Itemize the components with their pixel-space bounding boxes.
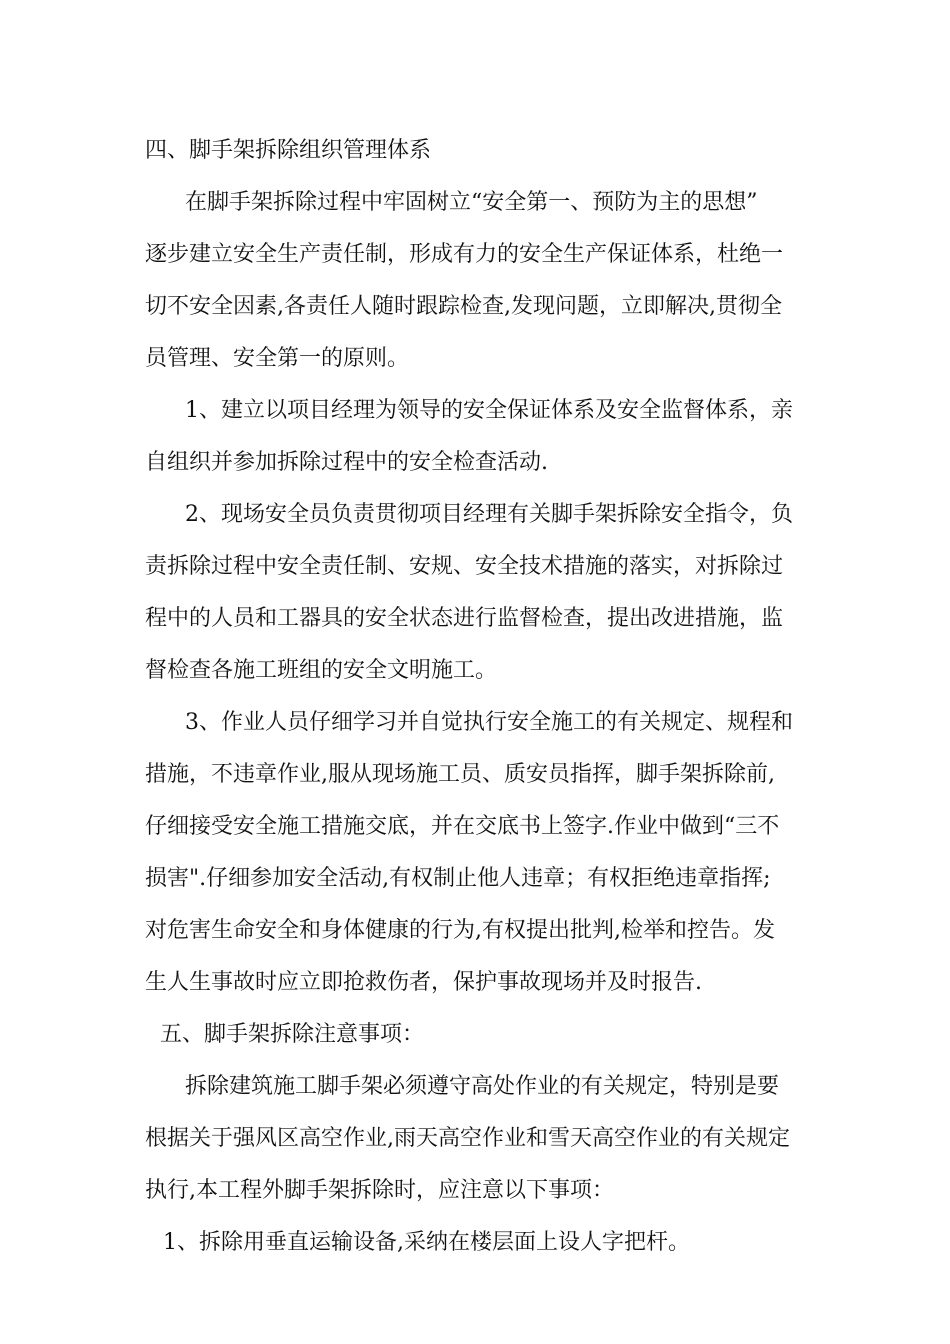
list-item-line: 生人生事故时应立即抢救伤者，保护事故现场并及时报告. [145,970,702,995]
list-item-line: 责拆除过程中安全责任制、安规、安全技术措施的落实，对拆除过 [145,554,784,579]
paragraph-line: 拆除建筑施工脚手架必须遵守高处作业的有关规定，特别是要 [185,1074,780,1099]
list-item-line: 损害".仔细参加安全活动,有权制止他人违章；有权拒绝违章指挥; [145,866,771,891]
list-item-line: 措施，不违章作业,服从现场施工员、质安员指挥，脚手架拆除前, [145,762,775,787]
list-item-line: 2、现场安全员负责贯彻项目经理有关脚手架拆除安全指令，负 [185,502,793,527]
section-heading-4: 四、脚手架拆除组织管理体系 [145,138,432,163]
list-item-line: 自组织并参加拆除过程中的安全检查活动. [145,450,548,475]
list-item-line: 督检查各施工班组的安全文明施工。 [145,658,498,683]
list-item-line: 1、拆除用垂直运输设备,采纳在楼层面上设人字把杆。 [163,1230,690,1255]
list-item-line: 3、作业人员仔细学习并自觉执行安全施工的有关规定、规程和 [185,710,793,735]
list-item-line: 对危害生命安全和身体健康的行为,有权提出批判,检举和控告。发 [145,918,775,943]
paragraph-line: 根据关于强风区高空作业,雨天高空作业和雪天高空作业的有关规定 [145,1126,790,1151]
list-item-line: 仔细接受安全施工措施交底，并在交底书上签字.作业中做到“三不 [145,814,780,839]
list-item-line: 1、建立以项目经理为领导的安全保证体系及安全监督体系，亲 [185,398,793,423]
paragraph-line: 切不安全因素,各责任人随时跟踪检查,发现问题，立即解决,贯彻全 [145,294,782,319]
section-heading-5: 五、脚手架拆除注意事项： [160,1022,425,1047]
paragraph-line: 在脚手架拆除过程中牢固树立“安全第一、预防为主的思想” [185,190,758,215]
paragraph-line: 执行,本工程外脚手架拆除时，应注意以下事项： [145,1178,614,1203]
list-item-line: 程中的人员和工器具的安全状态进行监督检查，提出改进措施，监 [145,606,784,631]
paragraph-line: 员管理、安全第一的原则。 [145,346,410,371]
paragraph-line: 逐步建立安全生产责任制，形成有力的安全生产保证体系，杜绝一 [145,242,784,267]
